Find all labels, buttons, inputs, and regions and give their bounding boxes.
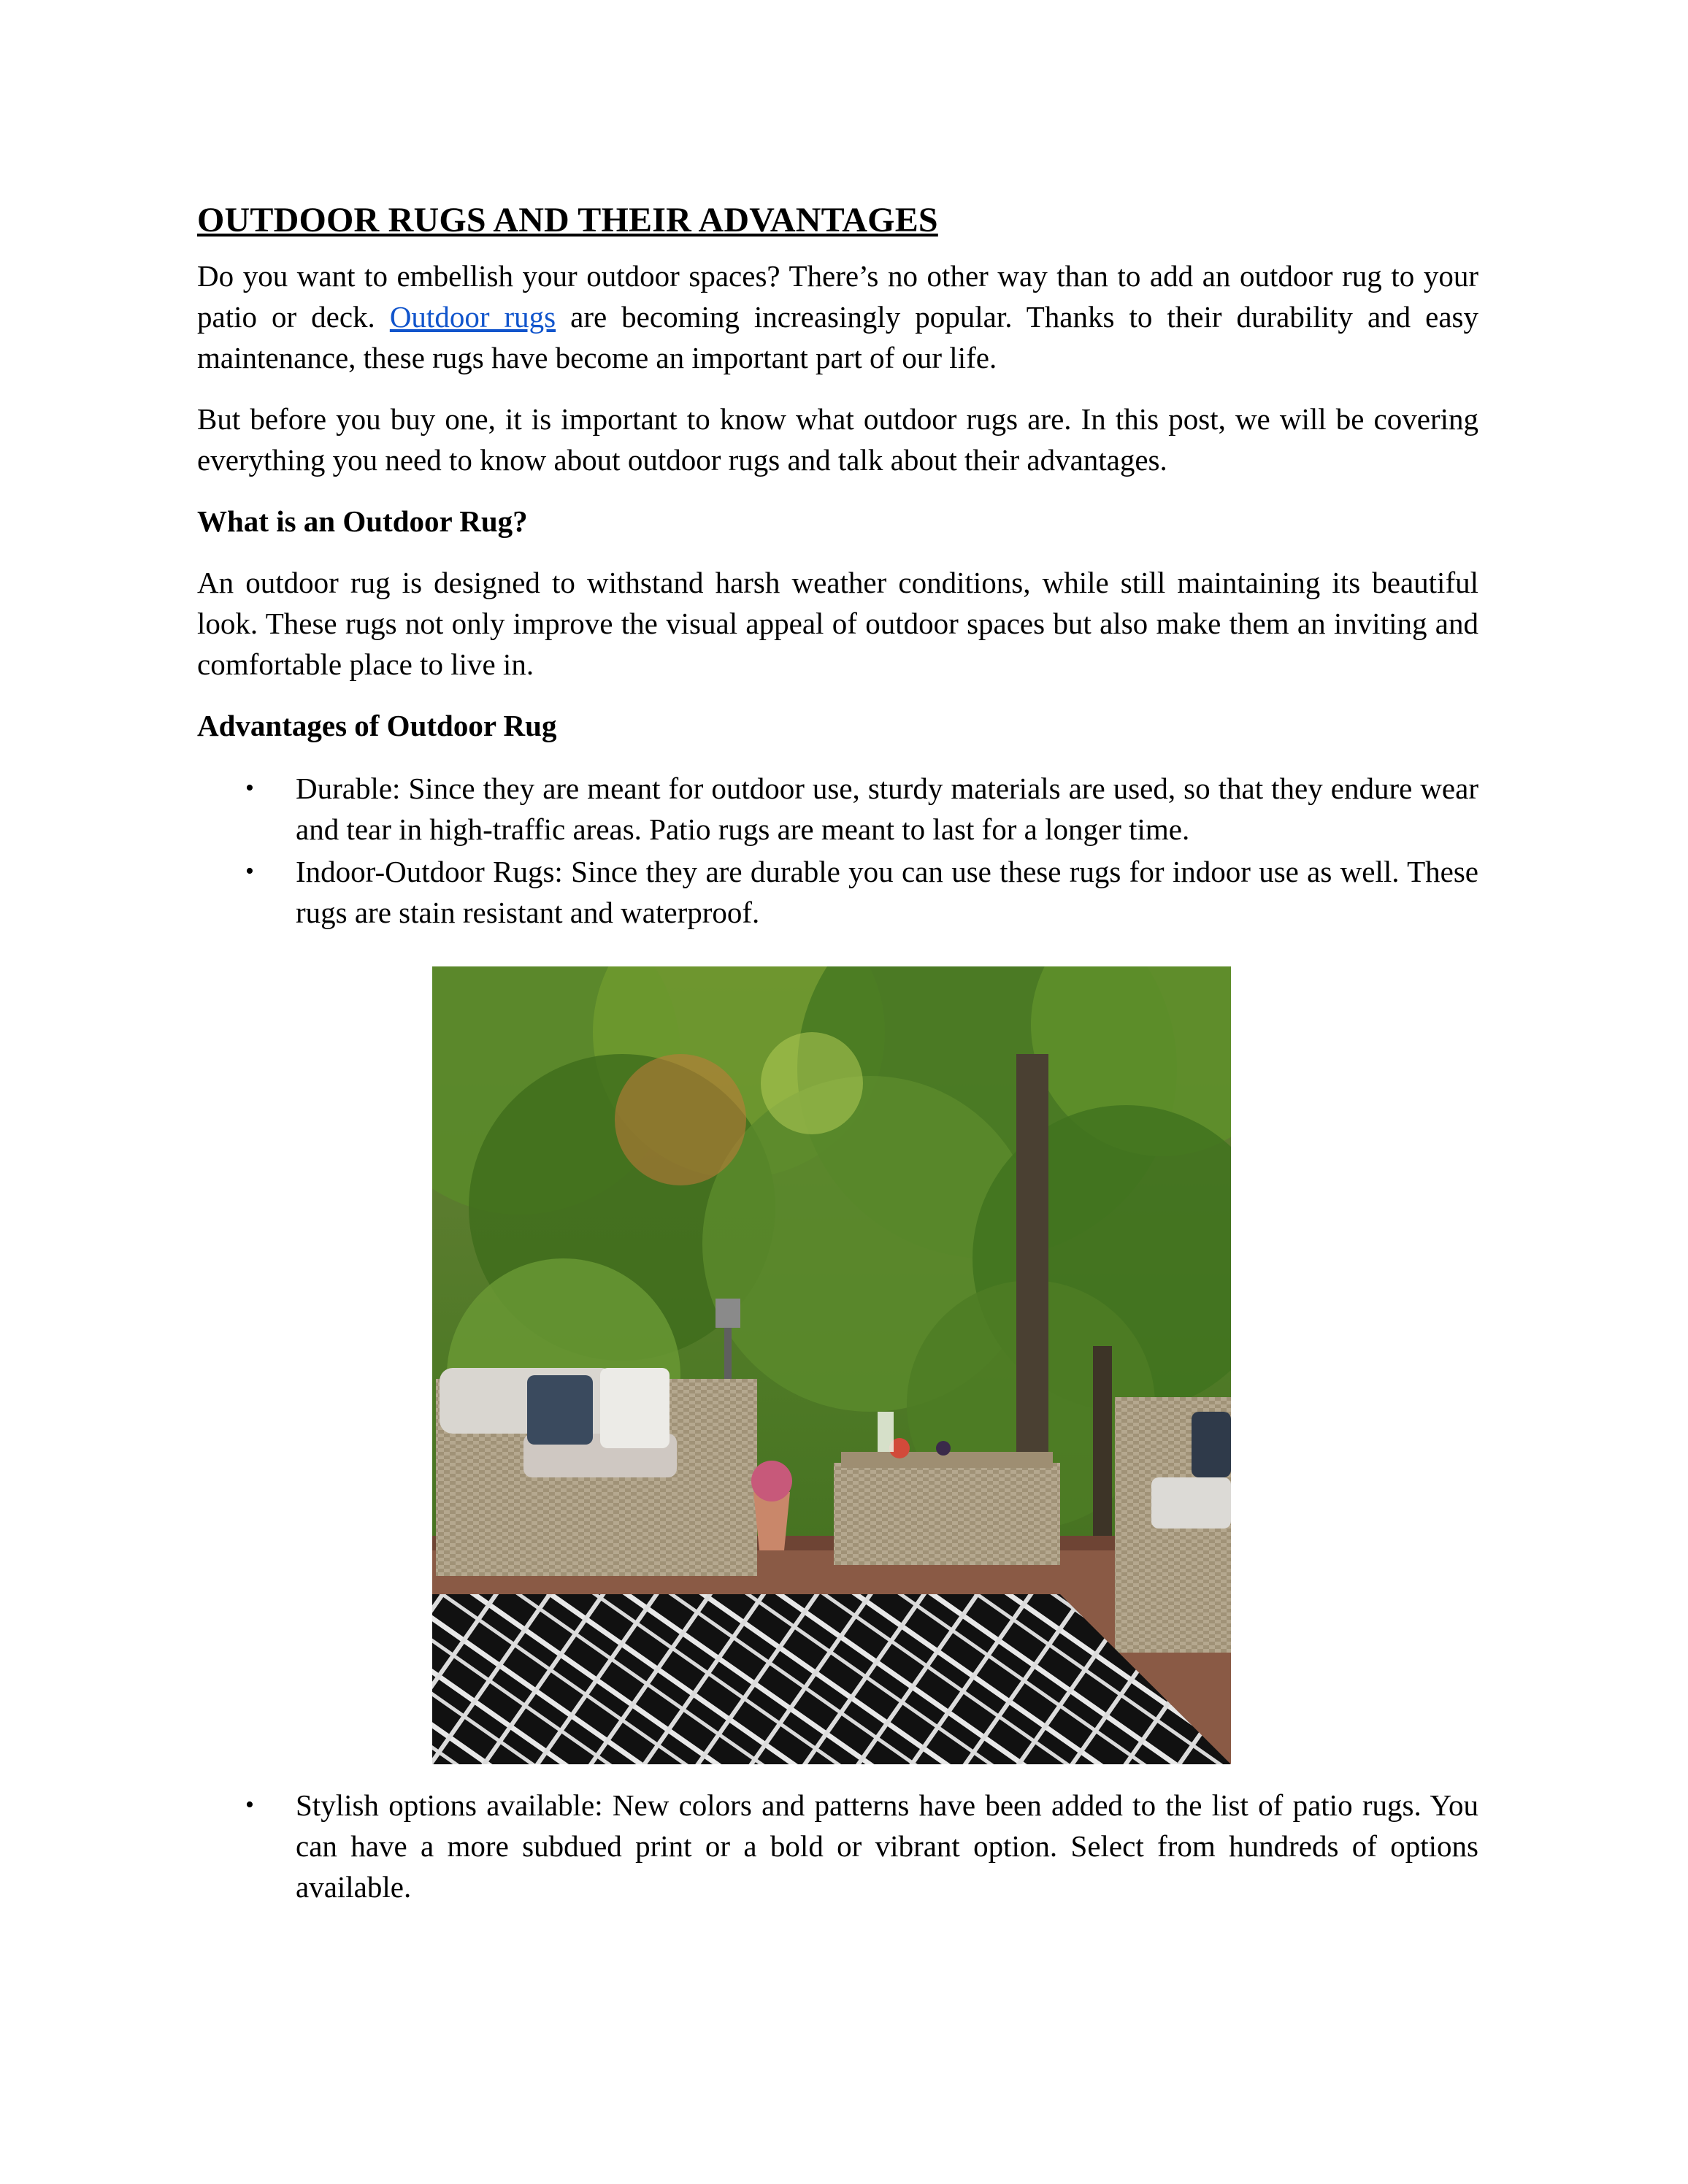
advantages-list [197, 768, 1478, 933]
paragraph-definition: An outdoor rug is designed to withstand harsh weather conditions, while still maintaining its beautiful look. These rugs not only improve the visual appeal of outdoor spaces but also make them an inviting and comfortable place to live in. [197, 566, 1478, 681]
document-page [197, 199, 1478, 933]
list-item [197, 851, 1478, 933]
intro-text-after-link: are becoming increasingly popular. Thanks to their durability and easy maintenance, these rugs have become an important part of our life. [197, 300, 1479, 374]
heading-what-is-outdoor-rug: What is an Outdoor Rug? [197, 504, 528, 538]
outdoor-rugs-link[interactable]: Outdoor rugs [389, 300, 556, 334]
heading-advantages: Advantages of Outdoor Rug [197, 709, 557, 742]
list-item-text: Durable: Since they are meant for outdoor use, sturdy materials are used, so that they endure wear and tear in high-traffic areas. Patio rugs are meant to last for a longer time. [296, 772, 1478, 846]
patio-rug-photo [432, 966, 1231, 1764]
list-item [197, 768, 1478, 850]
bullet-icon: • [245, 774, 254, 801]
intro-text-before-link: Do you want to embellish your outdoor spaces? There’s no other way than to add an outdoor rug to your patio or deck. [197, 259, 1478, 334]
bullet-icon: • [245, 1791, 254, 1818]
bullet-icon: • [245, 858, 254, 885]
list-item [197, 1785, 1478, 1907]
advantages-list-continued [197, 1785, 1478, 1907]
list-item-text: Stylish options available: New colors and patterns have been added to the list of patio rugs. You can have a more subdued print or a bold or vibrant option. Select from hundreds of options available. [296, 1788, 1478, 1904]
page-title: OUTDOOR RUGS AND THEIR ADVANTAGES [197, 201, 938, 239]
intro-paragraph [197, 255, 1478, 378]
paragraph-before-you-buy: But before you buy one, it is important to know what outdoor rugs are. In this post, we will be covering everything you need to know about outdoor rugs and talk about their advantages. [197, 402, 1478, 477]
list-item-text: Indoor-Outdoor Rugs: Since they are durable you can use these rugs for indoor use as well. These rugs are stain resistant and waterproof. [296, 855, 1478, 929]
